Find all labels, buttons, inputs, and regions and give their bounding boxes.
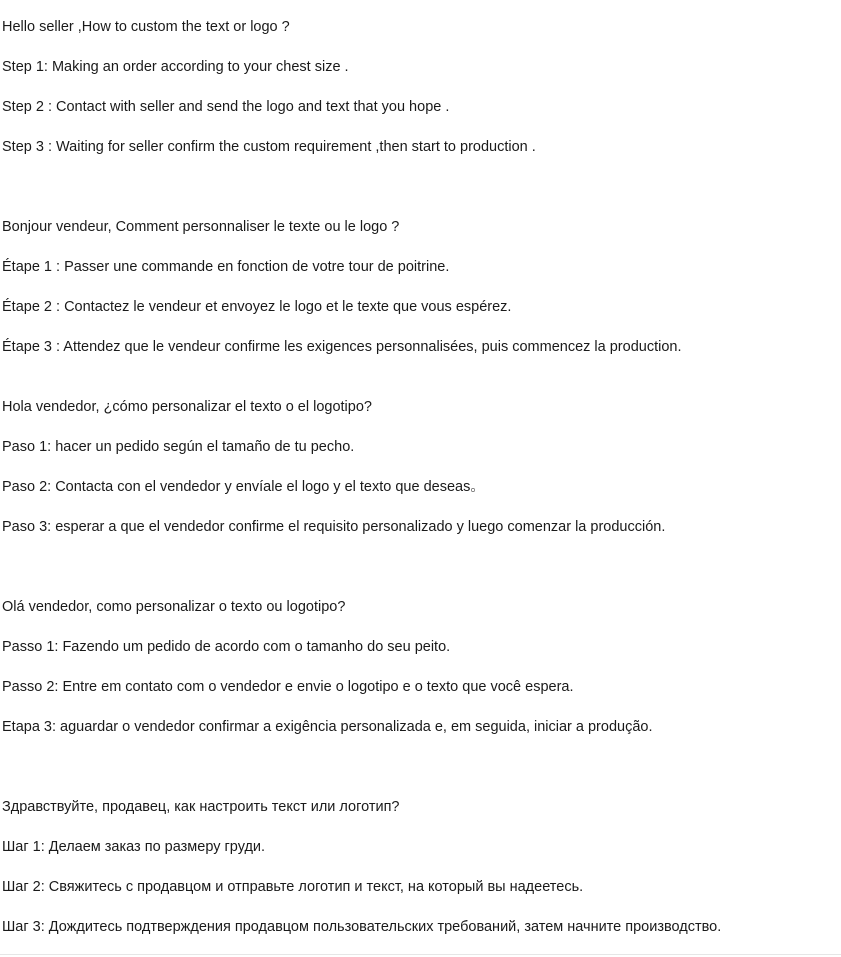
step-2-russian: Шаг 2: Свяжитесь с продавцом и отправьте логотип и текст, на который вы надеетесь. (2, 879, 584, 895)
step-1-russian: Шаг 1: Делаем заказ по размеру груди. (2, 839, 266, 855)
bottom-divider (0, 954, 841, 955)
step-2-french: Étape 2 : Contactez le vendeur et envoyez le logo et le texte que vous espérez. (2, 299, 512, 315)
step-3-portuguese: Etapa 3: aguardar o vendedor confirmar a exigência personalizada e, em seguida, iniciar a produção. (2, 719, 653, 735)
section-heading-russian: Здравствуйте, продавец, как настроить текст или логотип? (2, 799, 400, 815)
step-1-english: Step 1: Making an order according to your chest size . (2, 59, 349, 75)
section-heading-french: Bonjour vendeur, Comment personnaliser le texte ou le logo ? (2, 219, 400, 235)
step-2-spanish: Paso 2: Contacta con el vendedor y envíale el logo y el texto que deseas。 (2, 479, 485, 495)
step-3-russian: Шаг 3: Дождитесь подтверждения продавцом пользовательских требований, затем начните производство. (2, 919, 722, 935)
step-3-french: Étape 3 : Attendez que le vendeur confirme les exigences personnalisées, puis commencez la production. (2, 339, 682, 355)
step-3-spanish: Paso 3: esperar a que el vendedor confirme el requisito personalizado y luego comenzar la producción. (2, 519, 666, 535)
section-heading-portuguese: Olá vendedor, como personalizar o texto ou logotipo? (2, 599, 346, 615)
step-2-english: Step 2 : Contact with seller and send the logo and text that you hope . (2, 99, 450, 115)
step-3-english: Step 3 : Waiting for seller confirm the custom requirement ,then start to production . (2, 139, 536, 155)
step-1-spanish: Paso 1: hacer un pedido según el tamaño de tu pecho. (2, 439, 355, 455)
step-1-portuguese: Passo 1: Fazendo um pedido de acordo com o tamanho do seu peito. (2, 639, 451, 655)
section-heading-spanish: Hola vendedor, ¿cómo personalizar el texto o el logotipo? (2, 399, 372, 415)
section-heading-english: Hello seller ,How to custom the text or logo ? (2, 19, 290, 35)
step-2-portuguese: Passo 2: Entre em contato com o vendedor e envie o logotipo e o texto que você espera. (2, 679, 574, 695)
step-1-french: Étape 1 : Passer une commande en fonction de votre tour de poitrine. (2, 259, 450, 275)
